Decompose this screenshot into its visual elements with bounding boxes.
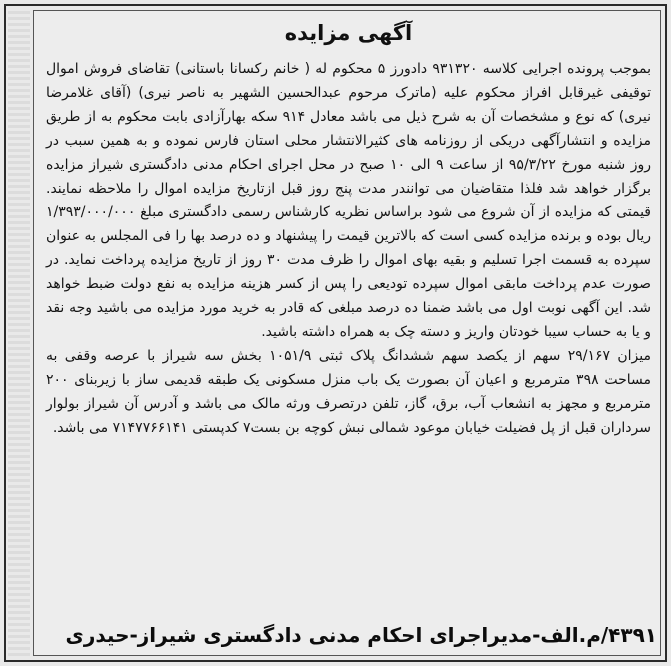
scan-edge-strip xyxy=(8,10,30,656)
notice-body xyxy=(46,58,651,441)
notice-paragraph-property-description: میزان ۲۹/۱۶۷ سهم از یکصد سهم ششدانگ پلاک ثبتی ۱۰۵۱/۹ بخش سه شیراز با عرصه وقفی به مساحت ۳۹۸ مترمربع و اعیان آن بصورت یک باب منزل مسکونی یک طبقه قدیمی ساز با زیربنای ۲۰۰ مترمربع و مجهز به انشعاب آب، برق، گاز، تلفن درتصرف ورثه مالک می باشد و آدرس آن شیراز بولوار سرداران قبل از پل فضیلت خیابان موعود شمالی نبش کوچه بن بست۷ کدپستی ۷۱۴۷۷۶۶۱۴۱ می باشد. xyxy=(46,347,651,436)
notice-title: آگهی مزایده xyxy=(284,21,413,45)
notice-paragraph-auction-terms: بموجب پرونده اجرایی کلاسه ۹۳۱۳۲۰ دادورز ۵ محکوم له ( خانم رکسانا باستانی) تقاضای فروش اموال توقیفی غیرقابل افراز محکوم علیه (ماترک مرحوم عبدالحسین الشهیر به ناصر نیری) (آقای غلامرضا نیری) که نوع و مشخصات آن به شرح ذیل می باشد معادل ۹۱۴ سکه بهارآزادی بابت محکوم به از طریق مزایده و انتشارآگهی دریکی از روزنامه های کثیرالانتشار محلی استان فارس نموده و به همین سبب در روز شنبه مورخ ۹۵/۳/۲۲ از ساعت ۹ الی ۱۰ صبح در محل اجرای احکام مدنی دادگستری شیراز مزایده برگزار خواهد شد فلذا متقاضیان می توانندر مدت پنج روز قبل ازتاریخ مزایده اموال را ملاحظه نمایند. قیمتی که مزایده از آن شروع می شود براساس نظریه کارشناس رسمی دادگستری مبلغ ۱/۳۹۳/۰۰۰/۰۰۰ ریال بوده و برنده مزایده کسی است که بالاترین قیمت را پیشنهاد و ده درصد بها را فی المجلس به عنوان سپرده به قسمت اجرا تسلیم و بقیه بهای اموال را ظرف مدت ۳۰ روز از تاریخ مزایده پرداخت نماید. در صورت عدم پرداخت مابقی اموال سپرده تودیعی را پس از کسر هزینه مزایده به نفع دولت ضبط خواهد شد. این آگهی نوبت اول می باشد ضمنا ده درصد مبلغی که قادر به خرید مورد مزایده می باشید وجه نقد و یا به حساب سیبا خودتان واریز و دسته چک به همراه داشته باشید. xyxy=(46,61,652,340)
notice-footer-signature: ۴۳۹۱/م.الف-مدیراجرای احکام مدنی دادگستری شیراز-حیدری xyxy=(65,623,657,647)
